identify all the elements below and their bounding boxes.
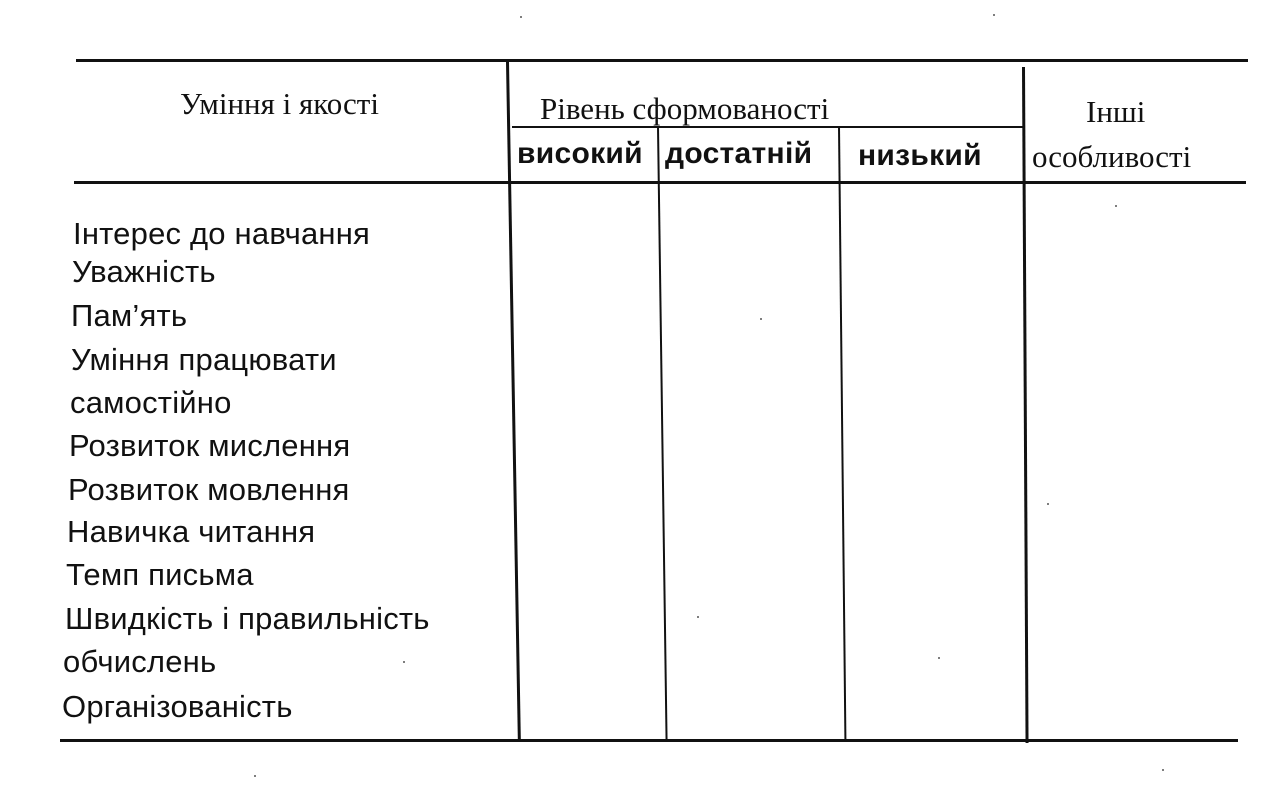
scan-speck xyxy=(760,318,762,320)
row-label: Навичка читання xyxy=(67,514,316,549)
scan-speck xyxy=(938,657,940,659)
row-label: Пам’ять xyxy=(71,298,188,333)
row-label: Уміння працювати xyxy=(71,342,337,377)
header-other-features-line1: Інші xyxy=(1086,94,1146,129)
row-label: Швидкість і правильність xyxy=(65,601,430,636)
level-sufficient: достатній xyxy=(665,137,813,170)
row-label: Розвиток мовлення xyxy=(68,472,350,507)
row-label: Розвиток мислення xyxy=(69,428,351,463)
row-label: самостійно xyxy=(70,385,232,420)
scan-speck xyxy=(1162,769,1164,771)
column-divider-3 xyxy=(838,127,846,740)
row-label: Уважність xyxy=(72,254,216,289)
scan-speck xyxy=(697,616,699,618)
header-bottom-rule xyxy=(74,181,1246,184)
scan-speck xyxy=(520,16,522,18)
scan-speck xyxy=(254,775,256,777)
bottom-rule xyxy=(60,739,1238,742)
scan-speck xyxy=(403,661,405,663)
scan-speck xyxy=(1047,503,1049,505)
level-low: низький xyxy=(858,139,982,172)
row-label: обчислень xyxy=(63,644,217,679)
top-rule xyxy=(76,59,1248,62)
header-formation-level: Рівень сформованості xyxy=(540,91,830,126)
row-label: Темп письма xyxy=(66,557,254,592)
column-divider-4 xyxy=(1022,67,1029,743)
scan-speck xyxy=(993,14,995,16)
header-skills-qualities: Уміння і якості xyxy=(180,86,379,121)
row-label: Організованість xyxy=(62,689,293,724)
column-divider-2 xyxy=(657,127,668,740)
header-other-features-line2: особливості xyxy=(1032,139,1192,174)
level-subheader-rule xyxy=(512,126,1024,128)
scan-speck xyxy=(1115,205,1117,207)
row-label: Інтерес до навчання xyxy=(73,216,371,251)
level-high: високий xyxy=(517,137,643,170)
